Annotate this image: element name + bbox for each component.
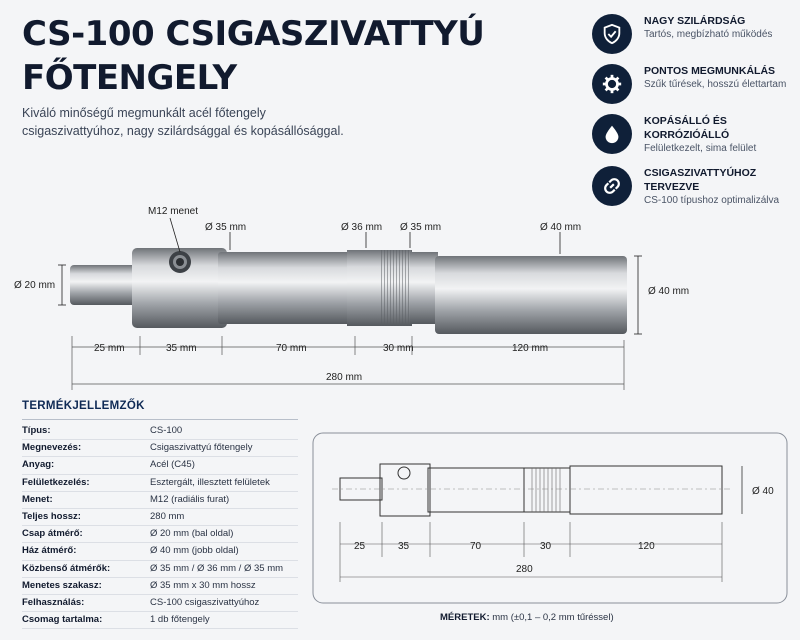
technical-drawing [312,432,788,622]
table-row [22,543,298,560]
row-key: Ház átmérő: [22,545,77,557]
feature-list [592,14,792,218]
shaft-illustration [0,190,800,400]
feature-title: KOPÁSÁLLÓ ÉS KORRÓZIÓÁLLÓ [644,115,730,141]
table-row [22,492,298,509]
row-value: 1 db főtengely [150,614,210,626]
shaft-section-36 [347,250,383,326]
drawing-frame [313,433,787,603]
row-key: Menetes szakasz: [22,579,102,591]
tech-seg-70: 70 [470,541,482,552]
label-seg-70: 70 mm [276,343,307,354]
tech-seg-35: 35 [398,541,410,552]
row-value: Ø 35 mm / Ø 36 mm / Ø 35 mm [150,562,284,574]
row-value: CS-100 [150,425,183,436]
label-seg-25: 25 mm [94,343,125,354]
dimensions-note [440,612,614,623]
label-total: 280 mm [326,372,363,383]
feature-item [592,114,792,156]
row-key: Felhasználás: [22,597,85,609]
shaft-pin [70,265,140,305]
shaft-section-35b [410,252,438,324]
label-d40-right: Ø 40 mm [648,286,690,297]
table-row [22,612,298,629]
label-d36: Ø 36 mm [341,222,383,233]
shaft-section-40 [435,256,627,334]
feature-title: PONTOS MEGMUNKÁLÁS [644,65,776,77]
row-key: Csap átmérő: [22,528,83,540]
label-d40-top: Ø 40 mm [540,222,582,233]
row-key: Felületkezelés: [22,476,90,488]
row-key: Csomag tartalma: [22,614,103,626]
row-value: Ø 40 mm (jobb oldal) [150,545,239,557]
table-row [22,440,298,457]
table-row [22,561,298,578]
table-row [22,423,298,440]
row-key: Megnevezés: [22,442,82,454]
row-key: Típus: [22,425,51,436]
title-line-1: CS-100 CSIGASZIVATTYÚ [22,14,485,54]
label-d35b: Ø 35 mm [400,222,442,233]
row-value: Csigaszivattyú főtengely [150,442,253,454]
label-seg-120: 120 mm [512,343,549,354]
feature-title: CSIGASZIVATTYÚHOZ TERVEZVE [644,167,757,193]
row-value: Ø 35 mm x 30 mm hossz [150,579,256,591]
feature-desc: Tartós, megbízható működés [644,29,773,40]
specs-heading: TERMÉKJELLEMZŐK [22,400,298,420]
table-row [22,526,298,543]
feature-item [592,14,792,54]
feature-item [592,64,792,104]
tech-label-d40: Ø 40 [752,486,774,497]
row-value: Esztergált, illesztett felületek [150,476,270,488]
table-row [22,457,298,474]
label-seg-30: 30 mm [383,343,414,354]
gear-icon [592,64,632,104]
row-key: Teljes hossz: [22,511,81,523]
row-value: M12 (radiális furat) [150,493,230,505]
tech-seg-25: 25 [354,541,366,552]
row-key: Közbenső átmérők: [22,562,111,574]
row-value: Acél (C45) [150,459,195,471]
label-d20: Ø 20 mm [14,280,56,291]
table-row [22,509,298,526]
tech-total: 280 [516,564,533,575]
row-value: CS-100 csigaszivattyúhoz [150,597,260,609]
tech-seg-120: 120 [638,541,655,552]
table-row [22,578,298,595]
subtitle: Kiváló minőségű megmunkált acél főtengely csigaszivattyúhoz, nagy szilárdsággal és kopásállósággal. [22,106,344,138]
table-row [22,595,298,612]
row-key: Anyag: [22,459,55,471]
tech-seg-30: 30 [540,541,552,552]
label-seg-35: 35 mm [166,343,197,354]
feature-desc: Szűk tűrések, hosszú élettartam [644,79,787,90]
row-key: Menet: [22,493,53,505]
note-label: MÉRETEK: [440,612,490,623]
specs-table [22,400,298,629]
feature-desc: Felületkezelt, sima felület [644,143,757,154]
feature-desc: CS-100 típushoz optimalizálva [644,195,780,206]
note-text: mm (±0,1 – 0,2 mm tűréssel) [489,612,614,623]
shaft-section-35 [218,252,352,324]
title-line-2: FŐTENGELY [22,58,237,98]
row-value: 280 mm [150,511,185,523]
label-d35a: Ø 35 mm [205,222,247,233]
feature-title: NAGY SZILÁRDSÁG [644,15,746,27]
row-value: Ø 20 mm (bal oldal) [150,528,234,540]
drop-icon [592,114,632,154]
page-title [22,12,484,100]
label-m12: M12 menet [148,206,199,217]
table-row [22,475,298,492]
shield-icon [592,14,632,54]
